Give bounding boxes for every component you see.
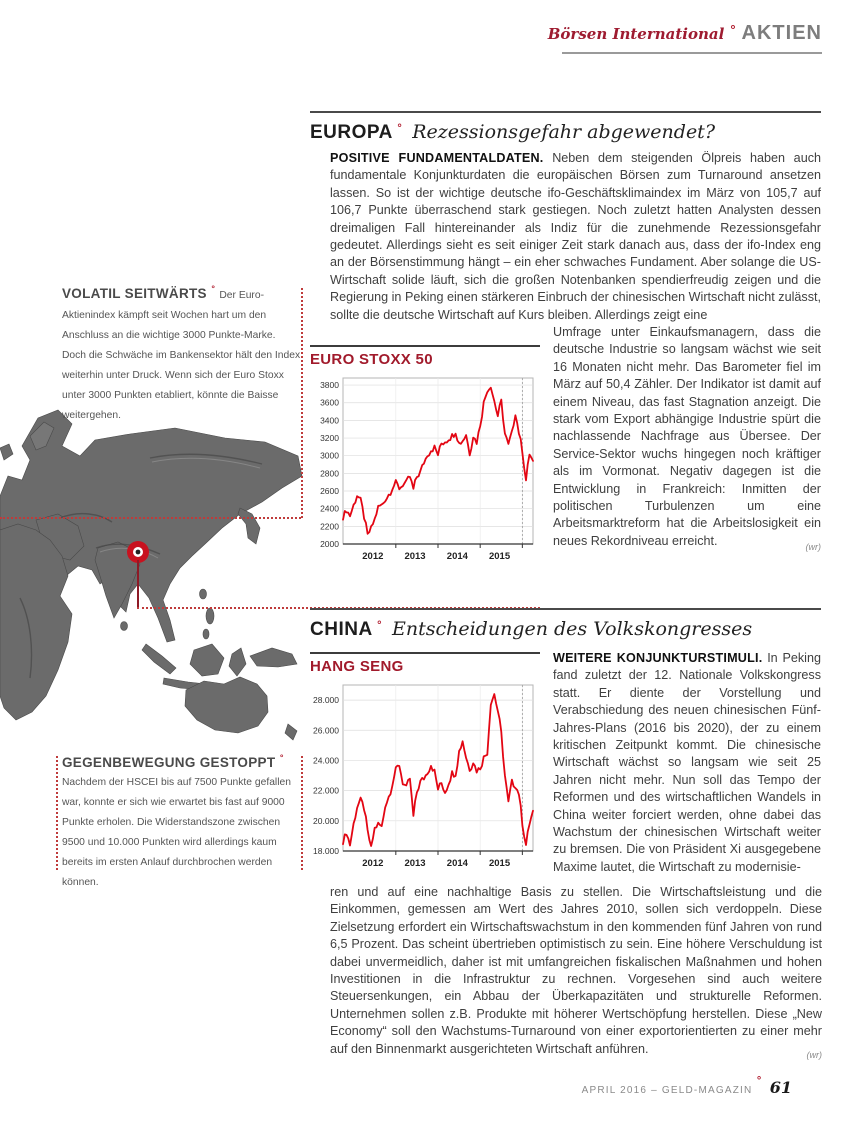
svg-text:3600: 3600 — [320, 397, 339, 408]
leader-line-vertical-3 — [56, 756, 58, 870]
note2-title: GEGENBEWEGUNG GESTOPPT — [62, 755, 276, 770]
header-section-label: AKTIEN — [741, 22, 822, 44]
sidebar-note-hscei — [62, 754, 302, 892]
svg-text:2600: 2600 — [320, 486, 339, 497]
svg-text:26.000: 26.000 — [313, 725, 339, 736]
footer-page-number: 61 — [769, 1078, 792, 1097]
china-lead: WEITERE KONJUNKTURSTIMULI. — [553, 651, 763, 665]
svg-text:3000: 3000 — [320, 450, 339, 461]
china-headline: Entscheidungen des Volkskongresses — [391, 618, 753, 640]
degree-mark-icon: ° — [279, 752, 284, 763]
note2-body: Nachdem der HSCEI bis auf 7500 Punkte gefallen war, konnte er sich wie erwartet bis fast auf 9000 Punkte erholen. Die Widerstandszone zwischen 9500 und 10.000 Punkten wird allerdings kaum bereits im ersten Anlauf durchbrochen werden können. — [62, 777, 291, 888]
svg-text:22.000: 22.000 — [313, 785, 339, 796]
hang-seng-chart — [310, 652, 540, 875]
svg-text:28.000: 28.000 — [313, 695, 339, 706]
leader-line-horizontal-1 — [0, 517, 301, 519]
hang-seng-chart-header — [310, 652, 540, 676]
degree-mark-icon: ° — [397, 122, 402, 135]
china-byline: (wr) — [806, 1049, 822, 1060]
page-footer — [440, 1074, 792, 1098]
svg-text:3200: 3200 — [320, 433, 339, 444]
svg-text:2000: 2000 — [320, 539, 339, 549]
world-map-graphic — [0, 398, 305, 743]
svg-text:2013: 2013 — [404, 858, 426, 869]
europa-lead: POSITIVE FUNDAMENTALDATEN. — [330, 151, 544, 165]
europa-paragraph-right — [553, 324, 821, 556]
svg-text:20.000: 20.000 — [313, 815, 339, 826]
europa-kicker: EUROPA — [310, 122, 393, 143]
hang-seng-chart-plot — [310, 679, 540, 875]
euro-stoxx-chart-header — [310, 345, 540, 369]
svg-text:2400: 2400 — [320, 503, 339, 514]
svg-text:2013: 2013 — [404, 551, 426, 562]
euro-stoxx-chart — [310, 345, 540, 568]
europa-body-right: Umfrage unter Einkaufsmanagern, dass die deutsche Industrie so langsam wächst wie seit 16 Monaten nicht mehr. Das Barometer fiel im März auf 50,4 Zähler. Der Indikator ist damit auf einem Niveau, das fast Stagnation anzeigt. Die stark vom Export abhängige Industrie spürt die nachlassende Nachfrage aus Übersee. Der Service-Sektor wuchs hingegen noch kräftiger als im Vormonat. Negativ dagegen ist die Entwicklung in Frankreich: Inmitten der politischen Turbulenzen um eine Arbeitsmarktreform hat die Arbeitslosigkeit ein neues Rekordniveau erreicht. — [553, 325, 821, 548]
degree-mark-icon: ° — [756, 1074, 762, 1087]
china-paragraph-bottom — [330, 884, 822, 1064]
europa-section-heading — [310, 111, 821, 144]
svg-text:24.000: 24.000 — [313, 755, 339, 766]
marker-stem-line — [137, 560, 139, 608]
svg-text:2014: 2014 — [446, 858, 468, 869]
header-kicker: Börsen International — [547, 25, 725, 43]
page-header: Börsen International ° AKTIEN — [562, 22, 822, 54]
svg-text:3800: 3800 — [320, 380, 339, 391]
degree-mark-icon: ° — [377, 619, 382, 632]
sidebar-note-euro-stoxx — [62, 285, 302, 425]
degree-mark-icon: ° — [211, 283, 215, 294]
svg-text:2015: 2015 — [488, 858, 511, 869]
euro-stoxx-chart-plot — [310, 372, 540, 568]
europa-byline: (wr) — [805, 541, 821, 552]
china-body-right: In Peking fand zuletzt der 12. Nationale Volkskongress statt. Er diente der Vorstellung und Verabschiedung des neuen chinesischen Fünf-Jahres-Plans (2016 bis 2020), der zu einem kritischen Zeitpunkt kommt. Die chinesische Wirtschaft wächst so langsam wie seit 25 Jahren nicht mehr. Nun soll das Tempo der Reformen und des wirtschaftlichen Wandels in China weiter forciert werden, ohne dabei das Wachstum der chinesischen Wirtschaft weiter zu bremsen. Die von Präsident Xi ausgegebene Maxime lautet, die Wirtschaft zu modernisie- — [553, 651, 821, 874]
china-body-bottom: ren und auf eine nachhaltige Basis zu stellen. Die Wirtschaftsleistung und die Einkommen, gemessen am Wert des Jahres 2010, sollen sich verdoppeln. Diese Zielsetzung erfordert ein Wirtschaftswachstum in den kommenden fünf Jahren von rund 6,5 Prozent. Das scheint übertrieben optimistisch zu sein. Eine höhere Verschuldung ist dabei unvermeidlich, daher ist mit umfangreichen fiskalischen Maßnahmen und hohen Investitionen in die Infrastruktur zu rechnen. Vorgesehen sind auch weitere Steuersenkungen, ein Abbau der Überkapazitäten und strukturelle Reformen. Unternehmen sollen z.B. Produkte mit höherer Wertschöpfung herstellen. Diese „New Economy“ soll den Wachstums-Turnaround von einer exportorientierten zu einer mehr auf den Binnenmarkt ausgerichteten Wirtschaft anführen. — [330, 885, 822, 1056]
hang-seng-chart-title: HANG SENG — [310, 658, 404, 675]
svg-text:2800: 2800 — [320, 468, 339, 479]
svg-text:18.000: 18.000 — [313, 846, 339, 856]
svg-text:2012: 2012 — [362, 858, 384, 869]
svg-text:2012: 2012 — [362, 551, 384, 562]
svg-text:2015: 2015 — [488, 551, 511, 562]
europa-paragraph-top — [330, 150, 821, 324]
note1-body: Der Euro-Aktienindex kämpft seit Wochen hart um den Anschluss an die wichtige 3000 Punkte-Marke. Doch die Schwäche im Bankensektor hält den Index weiterhin unter Druck. Wenn sich der Euro Stoxx unter 3000 Punkten etabliert, könnte die Baisse weitergehen. — [62, 290, 301, 421]
china-kicker: CHINA — [310, 619, 373, 640]
europa-headline: Rezessionsgefahr abgewendet? — [412, 121, 716, 143]
svg-text:2014: 2014 — [446, 551, 468, 562]
china-section-heading — [310, 608, 821, 641]
world-map — [0, 398, 305, 743]
note1-title: VOLATIL SEITWÄRTS — [62, 286, 207, 301]
svg-text:3400: 3400 — [320, 415, 339, 426]
footer-issue: APRIL 2016 – GELD-MAGAZIN — [581, 1085, 753, 1096]
europa-body-top: Neben dem steigenden Ölpreis haben auch fundamentale Konjunkturdaten die europäischen Börsen zum Turnaround ansetzen lassen. So ist der wichtige deutsche ifo-Geschäftsklimaindex im März von 105,7 auf 106,7 Punkte überraschend stark gestiegen. Noch zuletzt hatten Analysten dessen dreimaligen Fall hintereinander als Indiz für die zunehmende Rezessionsgefahr gedeutet. Allerdings sieht es seit einiger Zeit stark danach aus, dass der ifo-Index eng an der Börsenstimmung hängt – ein eher schwaches Fundament. Aber solange die US-Wirtschaft solide läuft, sich die großen Notenbanken spendierfreudig zeigen und die Regierung in Peking einen stärkeren Einbruch der chinesischen Wirtschaft nicht zulässt, sollte die deutsche Wirtschaft auf Kurs bleiben. Allerdings zeigt eine — [330, 151, 821, 322]
euro-stoxx-chart-title: EURO STOXX 50 — [310, 351, 433, 368]
china-paragraph-right — [553, 650, 821, 876]
svg-text:2200: 2200 — [320, 521, 339, 532]
